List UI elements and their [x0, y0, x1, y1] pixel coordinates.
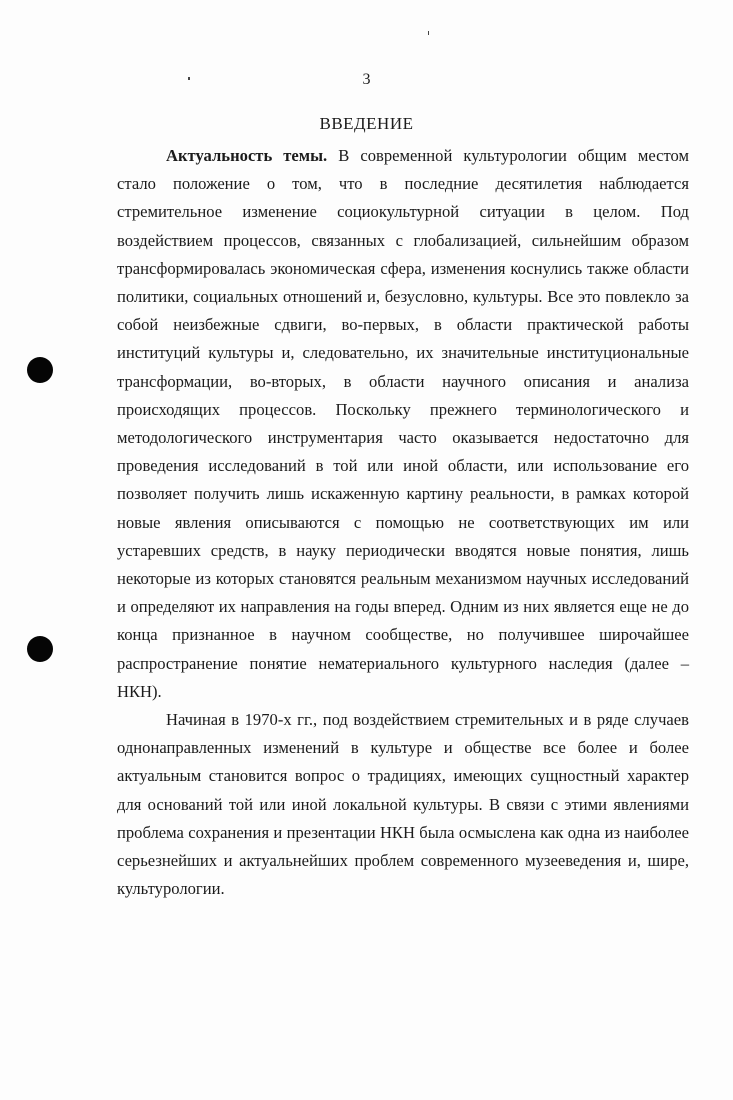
scan-speck: [428, 31, 429, 35]
page-number: 3: [362, 71, 371, 88]
paragraph-relevance: [117, 142, 689, 706]
binder-hole: [27, 357, 53, 383]
paragraph-history: [117, 706, 689, 903]
paragraph-text: Начиная в 1970-х гг., под воздействием стремительных и в ряде случаев однонаправленных изменений в культуре и обществе все более и более актуальным становится вопрос о традициях, имеющих сущностный характер для оснований той или иной локальной культуры. В связи с этими явлениями проблема сохранения и презентации НКН была осмыслена как одна из наиболее серьезнейших и актуальнейших проблем современного музееведения и, шире, культурологии.: [117, 710, 689, 899]
binder-hole: [27, 636, 53, 662]
paragraph-text: В современной культурологии общим местом стало положение о том, что в последние десятилетия наблюдается стремительное изменение социокультурной ситуации в целом. Под воздействием процессов, связанных с глобализацией, сильнейшим образом трансформировалась экономическая сфера, изменения коснулись также области политики, социальных отношений и, безусловно, культуры. Все это повлекло за собой неизбежные сдвиги, во-первых, в области практической работы институций культуры и, следовательно, их значительные институциональные трансформации, во-вторых, в области научного описания и анализа происходящих процессов. Поскольку прежнего терминологического и методологического инструментария часто оказывается недостаточно для проведения исследований в той или иной области, или использование его позволяет получить лишь искаженную картину реальности, в рамках которой новые явления описываются с помощью не соответствующих им или устаревших средств, в науку периодически вводятся новые понятия, лишь некоторые из которых становятся реальным механизмом научных исследований и определяют их направления на годы вперед. Одним из них является еще не до конца признанное в научном сообществе, но получившее широчайшее распространение понятие нематериального культурного наследия (далее – НКН).: [117, 146, 689, 701]
section-heading: ВВЕДЕНИЕ: [319, 114, 414, 133]
paragraph-lead: Актуальность темы.: [166, 146, 328, 165]
